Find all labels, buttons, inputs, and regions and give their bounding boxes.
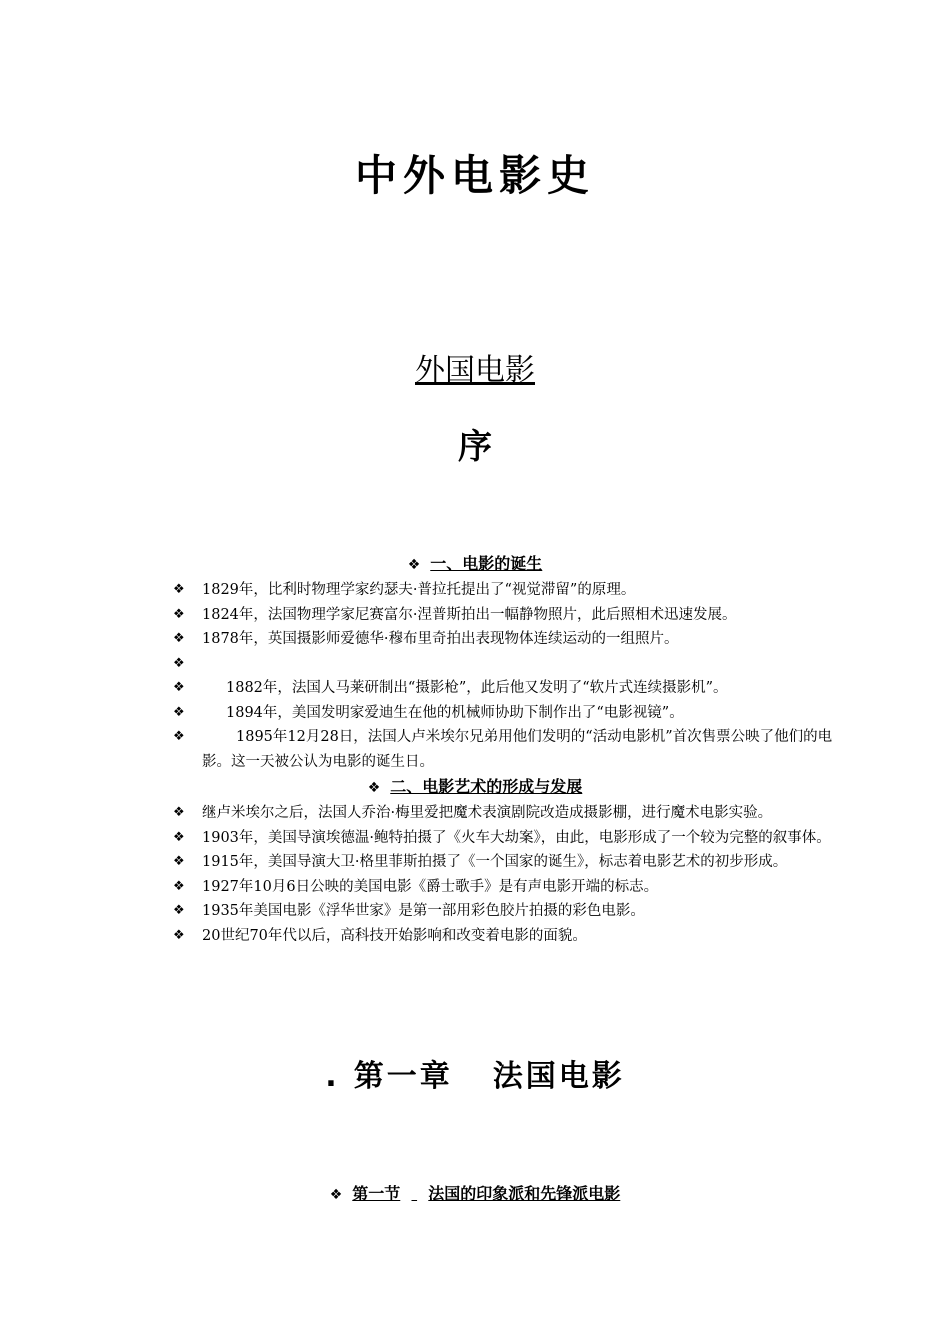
diamond-bullet-icon: ❖ xyxy=(173,854,185,869)
diamond-bullet-icon: ❖ xyxy=(407,557,421,573)
diamond-bullet-icon: ❖ xyxy=(173,631,185,646)
list-item xyxy=(173,924,833,949)
list-item xyxy=(173,652,833,677)
list-item-text: 1935年美国电影《浮华世家》是第一部用彩色胶片拍摄的彩色电影。 xyxy=(202,903,645,919)
section-heading-development xyxy=(0,776,950,799)
list-item xyxy=(173,627,833,652)
diamond-bullet-icon: ❖ xyxy=(173,606,185,622)
list-item xyxy=(173,701,833,726)
section-title-first xyxy=(0,1183,950,1206)
chapter-title xyxy=(0,1055,950,1099)
birth-list xyxy=(173,578,833,774)
list-item-text: 1894年，美国发明家爱迪生在他的机械师协助下制作出了“电影视镜”。 xyxy=(226,704,684,721)
diamond-bullet-icon: ❖ xyxy=(173,729,185,744)
list-item-text: 1878年，英国摄影师爱德华·穆布里奇拍出表现物体连续运动的一组照片。 xyxy=(202,631,679,647)
section-heading-birth xyxy=(0,553,950,576)
chapter-dot: . xyxy=(325,1059,340,1094)
chapter-number: 第一章 xyxy=(353,1059,453,1094)
list-item-text: 1882年，法国人马莱研制出“摄影枪”，此后他又发明了“软片式连续摄影机”。 xyxy=(226,680,728,696)
list-item-text: 1829年，比利时物理学家约瑟夫·普拉托提出了“视觉滞留”的原理。 xyxy=(202,582,636,598)
diamond-bullet-icon: ❖ xyxy=(329,1187,343,1203)
diamond-bullet-icon: ❖ xyxy=(367,780,381,796)
diamond-bullet-icon: ❖ xyxy=(173,680,185,695)
list-item xyxy=(173,875,833,900)
preface-title: 序 xyxy=(458,427,492,467)
list-item xyxy=(173,725,833,774)
section-number: 第一节 xyxy=(352,1184,401,1203)
diamond-bullet-icon: ❖ xyxy=(173,704,185,720)
chapter-name: 法国电影 xyxy=(492,1059,625,1094)
list-item-text: 20世纪70年代以后，高科技开始影响和改变着电影的面貌。 xyxy=(202,927,587,944)
development-list xyxy=(173,801,833,948)
diamond-bullet-icon: ❖ xyxy=(173,582,185,597)
list-item xyxy=(173,676,833,701)
list-item-text: 1903年，美国导演埃德温·鲍特拍摄了《火车大劫案》，由此，电影形成了一个较为完整的叙事体。 xyxy=(202,829,831,846)
list-item xyxy=(173,850,833,875)
diamond-bullet-icon: ❖ xyxy=(173,655,185,671)
section-heading-label: 一、电影的诞生 xyxy=(430,554,543,573)
diamond-bullet-icon: ❖ xyxy=(173,829,185,845)
list-item-text: 1824年，法国物理学家尼赛富尔·涅普斯拍出一幅静物照片，此后照相术迅速发展。 xyxy=(202,606,737,623)
list-item xyxy=(173,603,833,628)
main-title: 中外电影史 xyxy=(354,151,595,200)
list-item xyxy=(173,801,833,826)
list-item-text: 1895年12月28日，法国人卢米埃尔兄弟用他们发明的“活动电影机”首次售票公映了他们的电影。这一天被公认为电影的诞生日。 xyxy=(202,729,833,770)
list-item-text xyxy=(202,656,207,672)
list-item-text: 继卢米埃尔之后，法国人乔治·梅里爱把魔术表演剧院改造成摄影棚，进行魔术电影实验。 xyxy=(202,805,773,821)
list-item-text: 1915年，美国导演大卫·格里菲斯拍摄了《一个国家的诞生》，标志着电影艺术的初步形成。 xyxy=(202,854,788,870)
list-item-text: 1927年10月6日公映的美国电影《爵士歌手》是有声电影开端的标志。 xyxy=(202,878,659,895)
diamond-bullet-icon: ❖ xyxy=(173,805,185,820)
list-item xyxy=(173,826,833,851)
diamond-bullet-icon: ❖ xyxy=(173,903,185,918)
section-name: 法国的印象派和先锋派电影 xyxy=(428,1184,621,1203)
list-item xyxy=(173,578,833,603)
diamond-bullet-icon: ❖ xyxy=(173,878,185,894)
section-heading-label: 二、电影艺术的形成与发展 xyxy=(390,777,583,796)
part-title: 外国电影 xyxy=(415,353,535,388)
diamond-bullet-icon: ❖ xyxy=(173,927,185,943)
list-item xyxy=(173,899,833,924)
